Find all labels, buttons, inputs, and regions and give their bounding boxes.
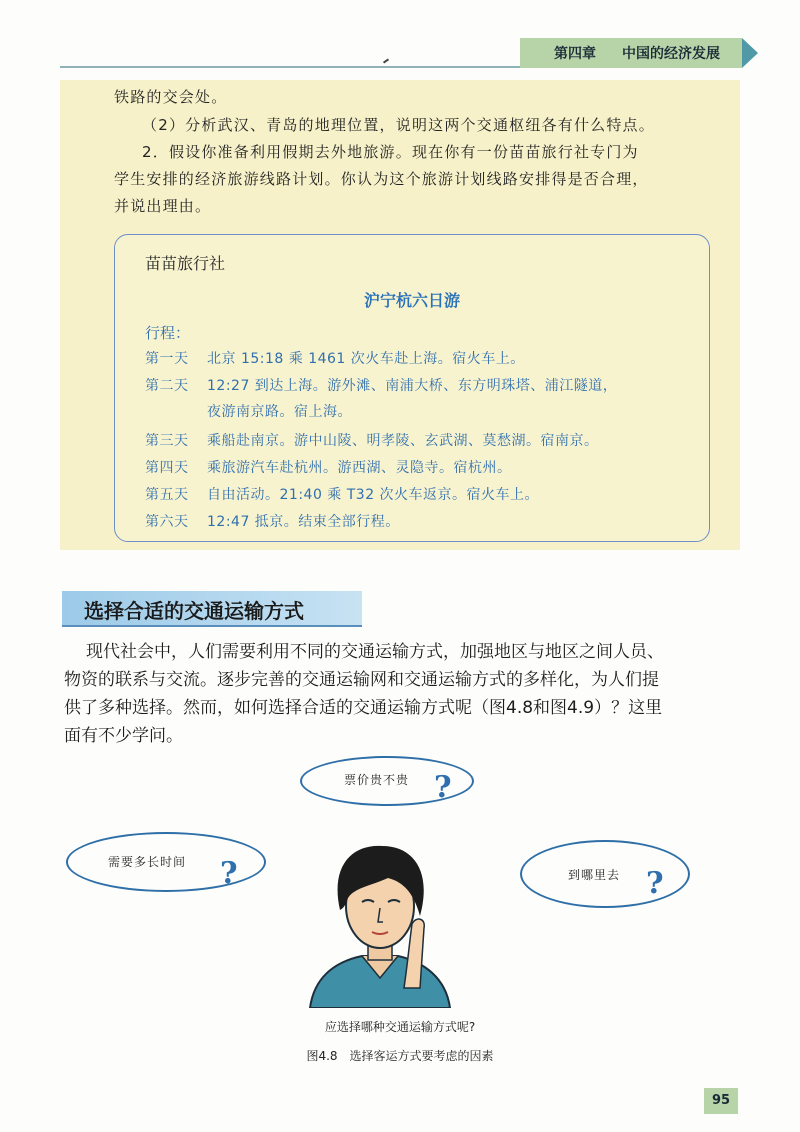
itinerary-card	[114, 234, 710, 542]
plan-label: 行程：	[145, 324, 191, 342]
day-row: 第六天 12:47 抵京。结束全部行程。	[145, 514, 400, 530]
thinking-person-illustration	[300, 838, 460, 1008]
figure-caption: 图4.8 选择客运方式要考虑的因素	[306, 1049, 494, 1063]
chapter-title: 中国的经济发展	[622, 45, 720, 61]
header-arrow-icon	[742, 38, 758, 68]
trip-title: 沪宁杭六日游	[363, 291, 460, 310]
exercise-line: 2．假设你准备利用假期去外地旅游。现在你有一份苗苗旅行社专门为	[142, 143, 639, 161]
exercise-line: （2）分析武汉、青岛的地理位置，说明这两个交通枢纽各有什么特点。	[142, 116, 655, 134]
bubble-text-time: 需要多长时间	[108, 855, 187, 869]
bubble-text-destination: 到哪里去	[568, 868, 621, 882]
figure-sub-caption: 应选择哪种交通运输方式呢?	[324, 1020, 476, 1034]
bubble-text-price: 票价贵不贵	[344, 773, 410, 787]
body-line: 物资的联系与交流。逐步完善的交通运输网和交通运输方式的多样化，为人们提	[64, 670, 659, 690]
body-paragraph	[64, 638, 726, 750]
page-number: 95	[704, 1088, 738, 1114]
day-row: 第一天 北京 15:18 乘 1461 次火车赴上海。宿火车上。	[145, 351, 525, 367]
question-mark-icon: ?	[434, 770, 452, 805]
question-mark-icon: ?	[220, 856, 238, 891]
day-row: 第五天 自由活动。21:40 乘 T32 次火车返京。宿火车上。	[145, 487, 540, 503]
exercise-line: 并说出理由。	[114, 197, 212, 215]
day-row: 第三天 乘船赴南京。游中山陵、明孝陵、玄武湖、莫愁湖。宿南京。	[145, 433, 599, 449]
exercise-line: 铁路的交会处。	[114, 88, 228, 106]
body-line: 供了多种选择。然而，如何选择合适的交通运输方式呢（图4.8和图4.9）？这里	[64, 698, 663, 718]
day-row: 第四天 乘旅游汽车赴杭州。游西湖、灵隐寺。宿杭州。	[145, 460, 512, 476]
body-line: 面有不少学问。	[64, 726, 183, 746]
question-mark-icon: ?	[646, 866, 664, 901]
section-heading	[62, 591, 362, 627]
pen-mark	[383, 58, 389, 63]
agency-name: 苗苗旅行社	[145, 254, 226, 273]
exercise-line: 学生安排的经济旅游线路计划。你认为这个旅游计划线路安排得是否合理，	[114, 170, 649, 188]
body-line: 现代社会中，人们需要利用不同的交通运输方式，加强地区与地区之间人员、	[86, 642, 664, 662]
chapter-label: 第四章	[554, 45, 596, 61]
day-row: 第二天 12:27 到达上海。游外滩、南浦大桥、东方明珠塔、浦江隧道，	[145, 378, 618, 394]
section-title: 选择合适的交通运输方式	[84, 599, 304, 623]
day-row: 夜游南京路。宿上海。	[207, 404, 352, 420]
running-header	[520, 38, 742, 68]
